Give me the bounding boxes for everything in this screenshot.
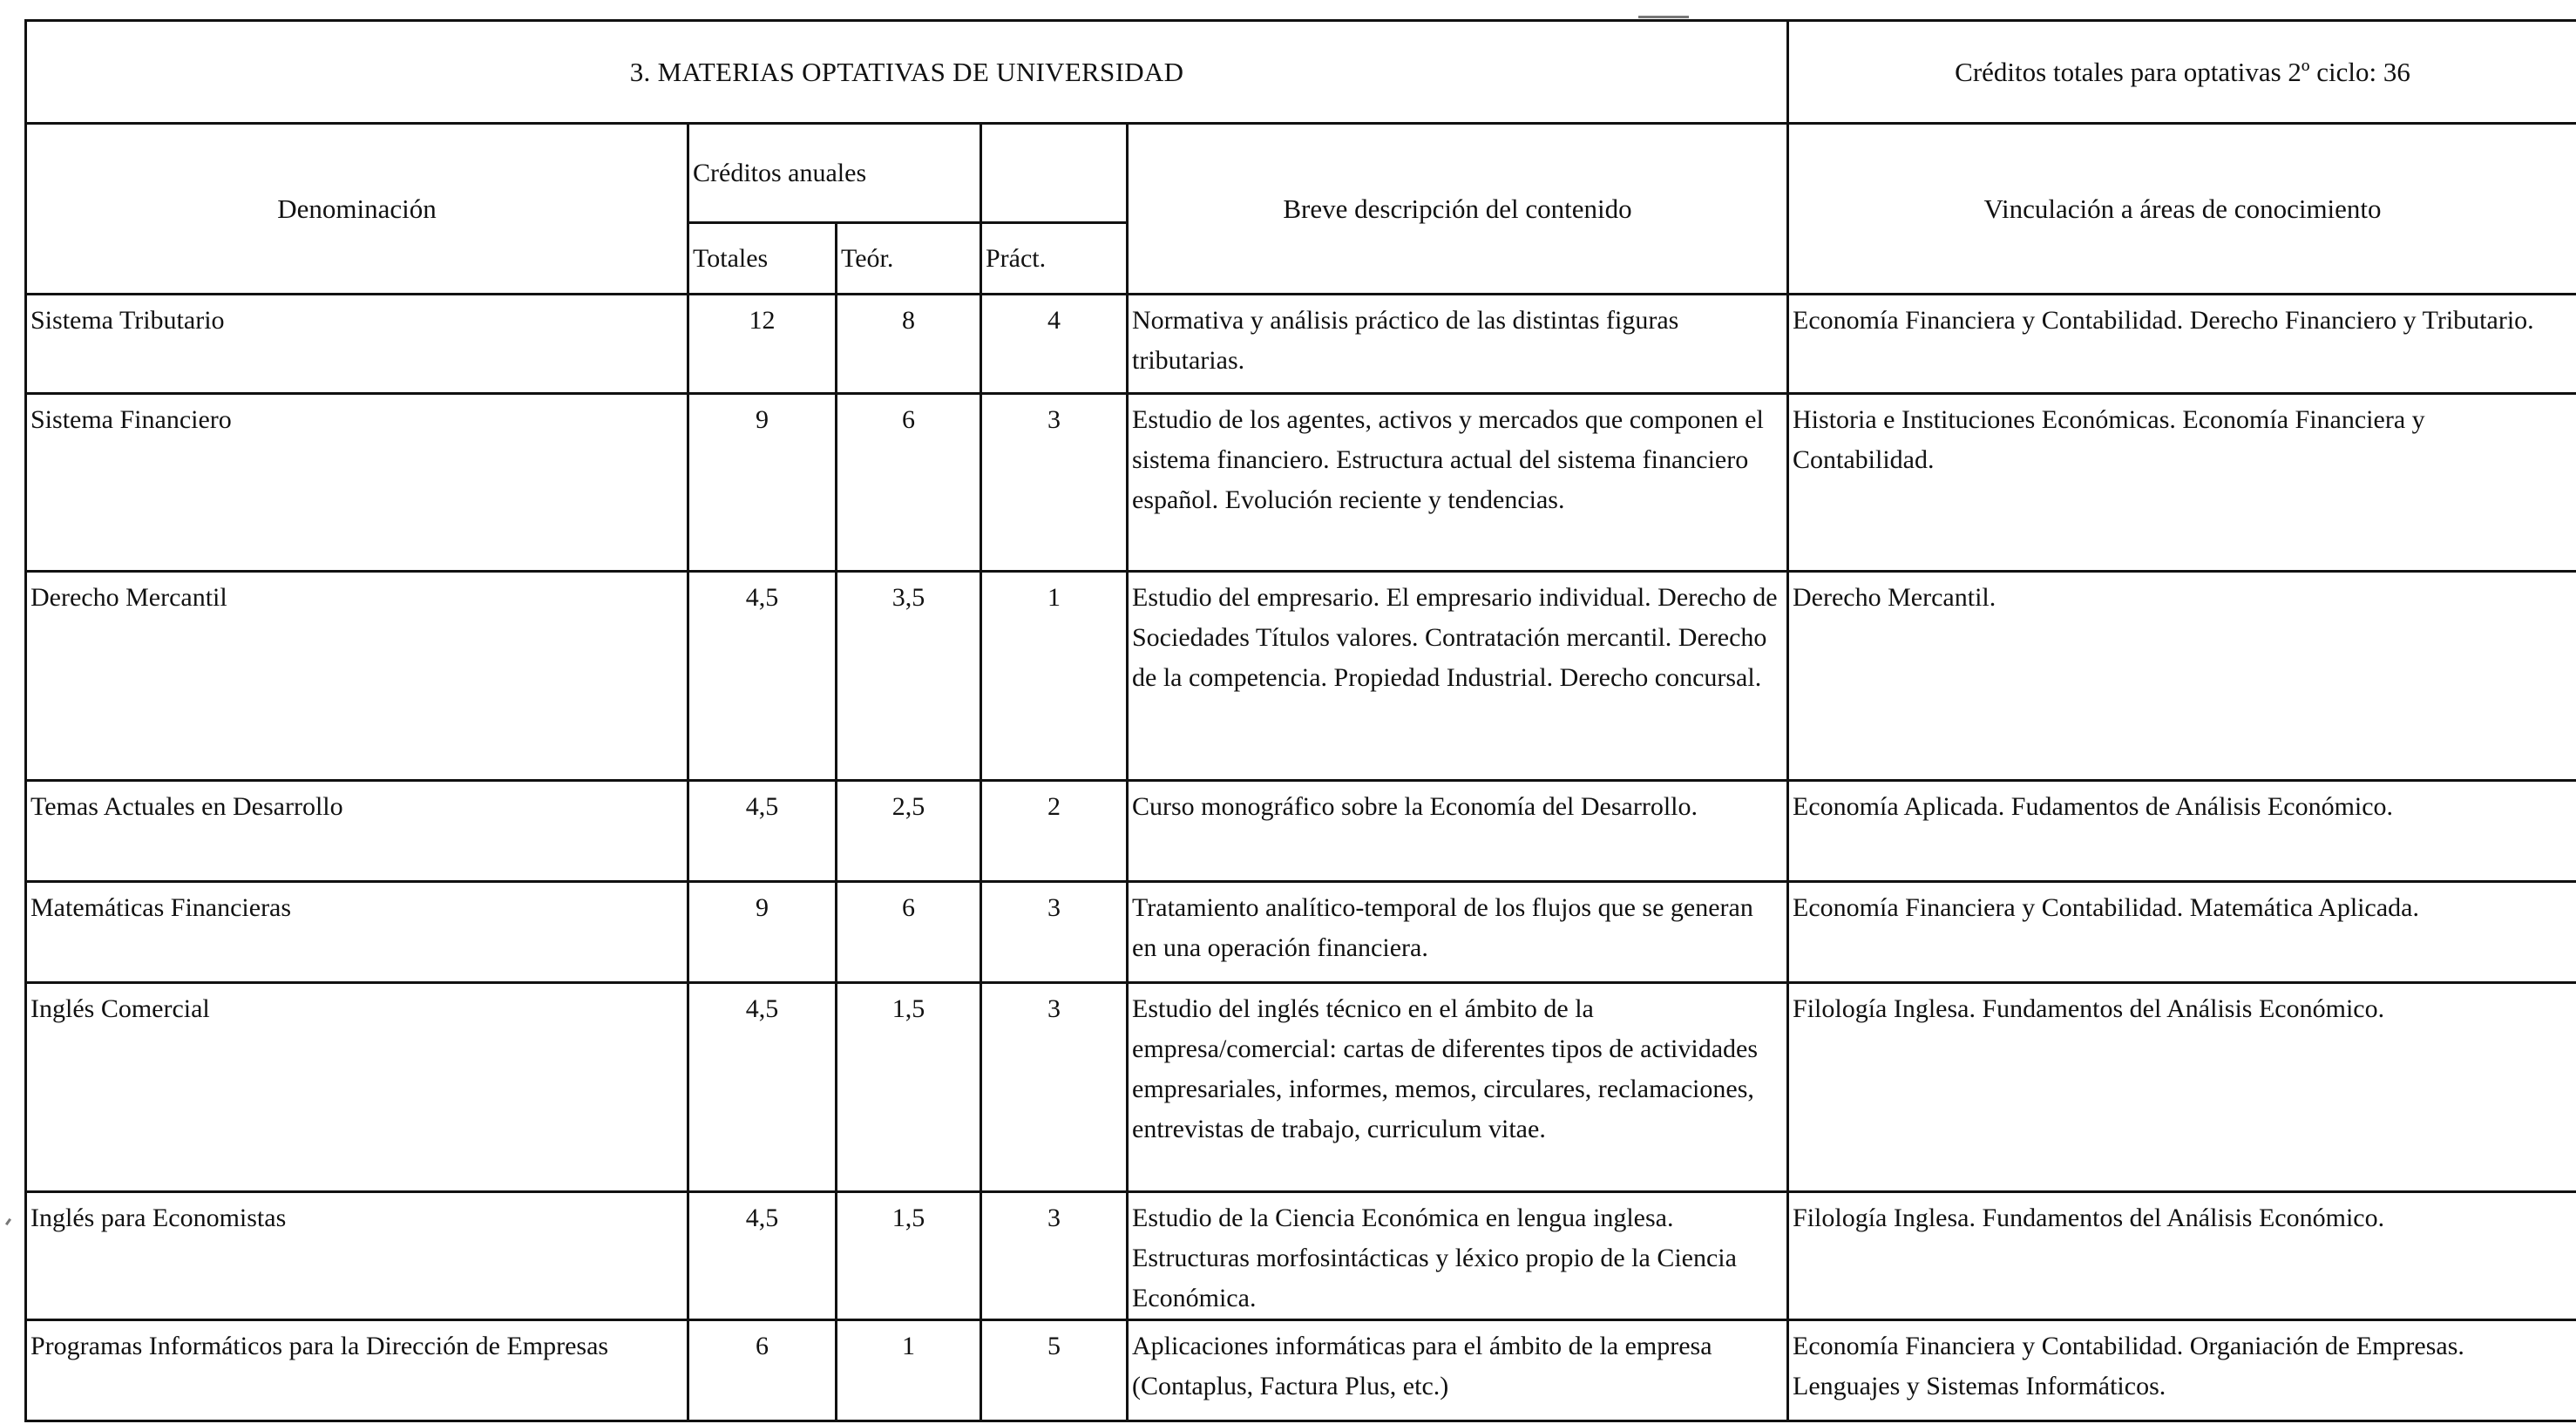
scan-mark-top <box>1638 16 1689 18</box>
credits-pract: 5 <box>981 1320 1128 1421</box>
knowledge-areas: Derecho Mercantil. <box>1788 572 2576 781</box>
header-creditos-anuales: Créditos anuales <box>688 124 981 223</box>
credits-teor: 1,5 <box>837 1192 981 1320</box>
credits-totales: 4,5 <box>688 983 837 1192</box>
credits-pract: 3 <box>981 882 1128 983</box>
credits-totales: 4,5 <box>688 572 837 781</box>
subject-description: Tratamiento analítico-temporal de los flujos que se generan en una operación financiera. <box>1128 882 1788 983</box>
credits-pract: 2 <box>981 781 1128 882</box>
knowledge-areas: Economía Financiera y Contabilidad. Derecho Financiero y Tributario. <box>1788 295 2576 394</box>
credits-totales: 4,5 <box>688 781 837 882</box>
credits-teor: 1,5 <box>837 983 981 1192</box>
subject-name: Derecho Mercantil <box>26 572 688 781</box>
knowledge-areas: Filología Inglesa. Fundamentos del Análisis Económico. <box>1788 983 2576 1192</box>
subject-name: Sistema Tributario <box>26 295 688 394</box>
credits-pract: 3 <box>981 983 1128 1192</box>
subject-name: Matemáticas Financieras <box>26 882 688 983</box>
subject-description: Estudio de la Ciencia Económica en lengua inglesa. Estructuras morfosintácticas y léxico propio de la Ciencia Económica. <box>1128 1192 1788 1320</box>
subject-description: Normativa y análisis práctico de las distintas figuras tributarias. <box>1128 295 1788 394</box>
table-row <box>26 295 2576 394</box>
table-title-row <box>26 21 2576 124</box>
credits-pract: 1 <box>981 572 1128 781</box>
knowledge-areas: Economía Financiera y Contabilidad. Organiación de Empresas. Lenguajes y Sistemas Informáticos. <box>1788 1320 2576 1421</box>
header-pract: Práct. <box>981 223 1128 295</box>
optional-subjects-table <box>24 19 2576 1422</box>
credits-totales: 4,5 <box>688 1192 837 1320</box>
subject-name: Inglés para Economistas <box>26 1192 688 1320</box>
credits-teor: 8 <box>837 295 981 394</box>
subject-description: Estudio del inglés técnico en el ámbito de la empresa/comercial: cartas de diferentes tipos de actividades empresariales, informes, memos, circulares, reclamaciones, entrevistas de trabajo, curriculum vitae. <box>1128 983 1788 1192</box>
table-row <box>26 882 2576 983</box>
subject-name: Inglés Comercial <box>26 983 688 1192</box>
credits-totales: 9 <box>688 882 837 983</box>
table-row <box>26 781 2576 882</box>
knowledge-areas: Economía Aplicada. Fudamentos de Análisis Económico. <box>1788 781 2576 882</box>
header-vinculacion: Vinculación a áreas de conocimiento <box>1788 124 2576 295</box>
credits-teor: 6 <box>837 882 981 983</box>
knowledge-areas: Filología Inglesa. Fundamentos del Análisis Económico. <box>1788 1192 2576 1320</box>
credits-teor: 3,5 <box>837 572 981 781</box>
table-row <box>26 983 2576 1192</box>
knowledge-areas: Historia e Instituciones Económicas. Economía Financiera y Contabilidad. <box>1788 394 2576 572</box>
subject-name: Temas Actuales en Desarrollo <box>26 781 688 882</box>
header-denominacion: Denominación <box>26 124 688 295</box>
credits-totales: 12 <box>688 295 837 394</box>
credits-teor: 2,5 <box>837 781 981 882</box>
credits-pract: 3 <box>981 394 1128 572</box>
header-blank-cell <box>981 124 1128 223</box>
credits-pract: 4 <box>981 295 1128 394</box>
scan-mark-left <box>5 1218 11 1225</box>
credits-totales: 6 <box>688 1320 837 1421</box>
table-title: 3. MATERIAS OPTATIVAS DE UNIVERSIDAD <box>26 21 1788 124</box>
table-row <box>26 572 2576 781</box>
subject-name: Sistema Financiero <box>26 394 688 572</box>
header-descripcion: Breve descripción del contenido <box>1128 124 1788 295</box>
knowledge-areas: Economía Financiera y Contabilidad. Matemática Aplicada. <box>1788 882 2576 983</box>
table-row <box>26 394 2576 572</box>
subject-description: Curso monográfico sobre la Economía del Desarrollo. <box>1128 781 1788 882</box>
column-header-row <box>26 124 2576 223</box>
subject-description: Estudio del empresario. El empresario individual. Derecho de Sociedades Títulos valores. Contratación mercantil. Derecho de la competencia. Propiedad Industrial. Derecho concursal. <box>1128 572 1788 781</box>
subject-description: Estudio de los agentes, activos y mercados que componen el sistema financiero. Estructura actual del sistema financiero español. Evolución reciente y tendencias. <box>1128 394 1788 572</box>
total-credits-label: Créditos totales para optativas 2º ciclo: 36 <box>1788 21 2576 124</box>
credits-totales: 9 <box>688 394 837 572</box>
credits-teor: 1 <box>837 1320 981 1421</box>
subject-description: Aplicaciones informáticas para el ámbito de la empresa (Contaplus, Factura Plus, etc.) <box>1128 1320 1788 1421</box>
header-totales: Totales <box>688 223 837 295</box>
table-row <box>26 1320 2576 1421</box>
header-teor: Teór. <box>837 223 981 295</box>
subject-name: Programas Informáticos para la Dirección de Empresas <box>26 1320 688 1421</box>
table-row <box>26 1192 2576 1320</box>
credits-pract: 3 <box>981 1192 1128 1320</box>
credits-teor: 6 <box>837 394 981 572</box>
